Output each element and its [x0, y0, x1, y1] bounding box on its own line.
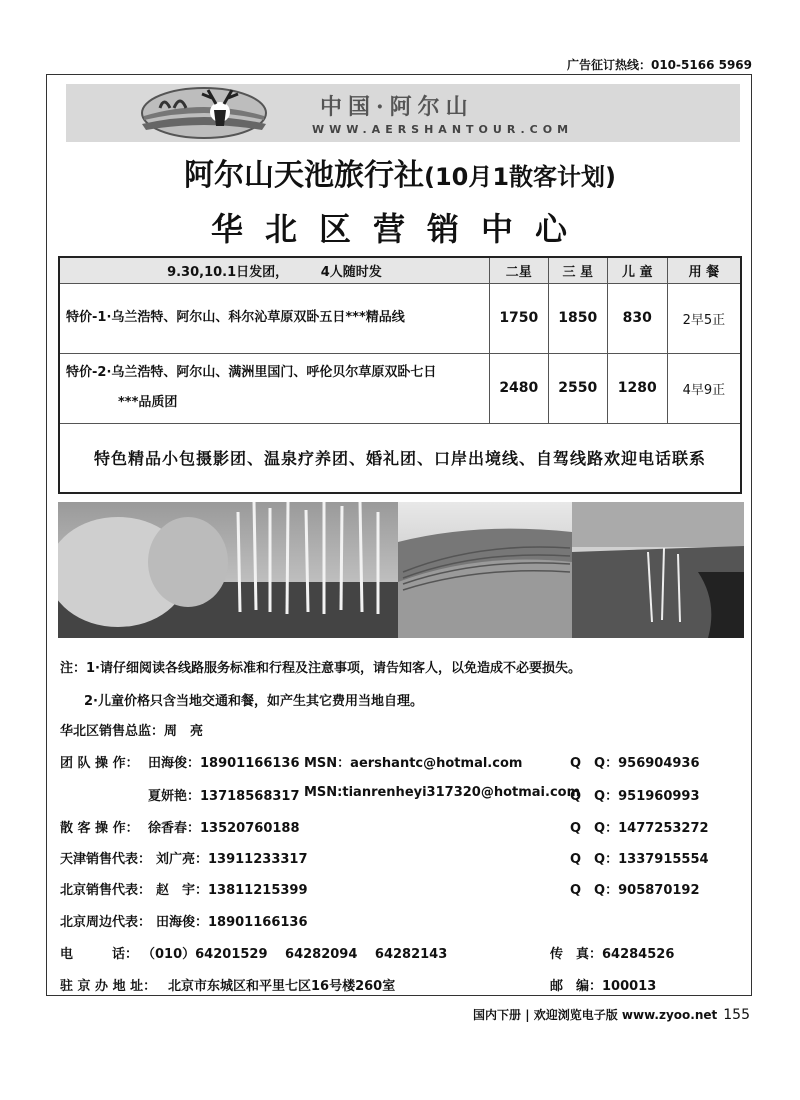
team-msn-2: MSN:tianrenheyi317320@hotmai.com — [304, 785, 581, 800]
team-row-2 — [60, 785, 750, 805]
phone-numbers: （010）64201529 64282094 64282143 — [142, 947, 448, 962]
phone-label: 电 话： — [60, 947, 139, 962]
price-star2: 1750 — [489, 283, 548, 353]
page-number: 155 — [723, 1007, 750, 1023]
fit-label: 散 客 操 作： — [60, 821, 139, 836]
office-address: 北京市东城区和平里七区16号楼260室 — [168, 979, 396, 994]
feature-text: 特色精品小包摄影团、温泉疗养团、婚礼团、口岸出境线、自驾线路欢迎电话联系 — [59, 423, 741, 493]
route-grade: ***品质团 — [118, 395, 178, 410]
table-header-row — [59, 257, 741, 283]
team-msn-1: MSN：aershantc@hotmal.com — [304, 756, 523, 771]
table-row — [59, 353, 741, 423]
postcode: 邮 编：100013 — [550, 979, 657, 994]
beijing-suburb-contact: 田海俊：18901166136 — [156, 915, 308, 930]
note-1: 注：1·请仔细阅读各线路服务标准和行程及注意事项，请告知客人，以免造成不必要损失。 — [60, 661, 581, 676]
office-label: 驻 京 办 地 址： — [60, 979, 157, 994]
elk-logo-icon — [140, 86, 268, 140]
agency-name: 阿尔山天池旅行社 — [183, 158, 424, 193]
group-size: 4人随时发 — [320, 264, 382, 280]
header-meal: 用 餐 — [667, 257, 741, 283]
notes-section — [60, 657, 581, 709]
price-table — [58, 256, 742, 494]
phone-row — [60, 943, 750, 963]
header-star2: 二星 — [489, 257, 548, 283]
team-contact-1: 田海俊：18901166136 — [148, 756, 300, 771]
route-name: 特价-2·乌兰浩特、阿尔山、满洲里国门、呼伦贝尔草原双卧七日 — [66, 365, 437, 380]
office-row — [60, 975, 750, 995]
route-cell — [59, 353, 489, 423]
price-child: 830 — [607, 283, 667, 353]
beijing-suburb-label: 北京周边代表： — [60, 915, 152, 930]
team-qq-2: Q Q：951960993 — [570, 789, 700, 804]
banner-title: 中国·阿尔山 — [320, 94, 474, 120]
tianjin-row — [60, 848, 750, 868]
tianjin-contact: 刘广亮：13911233317 — [156, 852, 308, 867]
fit-qq: Q Q：1477253272 — [570, 821, 709, 836]
director-row — [60, 720, 750, 740]
price-star3: 2550 — [548, 353, 607, 423]
team-label: 团 队 操 作： — [60, 756, 139, 771]
center-title: 华北区营销中心 — [210, 210, 589, 248]
page-footer — [473, 1006, 750, 1023]
header-star3: 三 星 — [548, 257, 607, 283]
footer-text: 国内下册 | 欢迎浏览电子版 www.zyoo.net — [473, 1008, 718, 1022]
agency-title — [0, 150, 800, 194]
team-row-1 — [60, 752, 750, 772]
meal-plan: 2早5正 — [667, 283, 741, 353]
beijing-row — [60, 879, 750, 899]
beijing-contact: 赵 宇：13811215399 — [156, 883, 308, 898]
scenery-photos — [58, 502, 744, 638]
feature-row — [59, 423, 741, 493]
tianjin-qq: Q Q：1337915554 — [570, 852, 709, 867]
beijing-suburb-row — [60, 911, 750, 931]
tianjin-label: 天津销售代表： — [60, 852, 152, 867]
price-star2: 2480 — [489, 353, 548, 423]
fit-contact: 徐香春：13520760188 — [148, 821, 300, 836]
team-contact-2: 夏妍艳：13718568317 — [148, 789, 300, 804]
departure-header — [59, 257, 489, 283]
plan-subtitle: (10月1散客计划) — [423, 163, 617, 191]
header-banner — [66, 84, 740, 142]
sales-director: 华北区销售总监：周 亮 — [60, 724, 204, 739]
departure-dates: 9.30,10.1日发团， — [167, 264, 282, 280]
route-name: 特价-1·乌兰浩特、阿尔山、科尔沁草原双卧五日***精品线 — [66, 310, 405, 325]
beijing-qq: Q Q：905870192 — [570, 883, 700, 898]
banner-url: WWW.AERSHANTOUR.COM — [312, 123, 574, 136]
ad-hotline: 广告征订热线：010-5166 5969 — [566, 58, 752, 72]
team-qq-1: Q Q：956904936 — [570, 756, 700, 771]
fit-row — [60, 817, 750, 837]
beijing-label: 北京销售代表： — [60, 883, 152, 898]
fax-number: 传 真：64284526 — [550, 947, 675, 962]
route-cell — [59, 283, 489, 353]
landscape-photo-strip — [58, 502, 744, 638]
note-2: 2·儿童价格只含当地交通和餐，如产生其它费用当地自理。 — [84, 694, 423, 709]
header-child: 儿 童 — [607, 257, 667, 283]
meal-plan: 4早9正 — [667, 353, 741, 423]
price-star3: 1850 — [548, 283, 607, 353]
price-child: 1280 — [607, 353, 667, 423]
table-row — [59, 283, 741, 353]
